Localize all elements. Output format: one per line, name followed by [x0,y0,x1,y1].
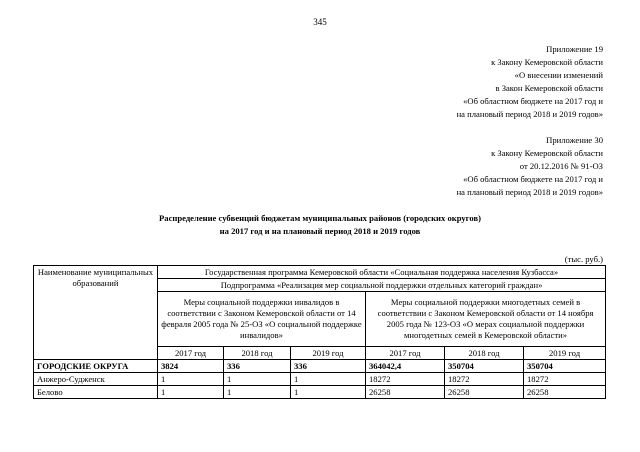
appendix-30-header [457,134,603,199]
appendix-30-line: «Об областном бюджете на 2017 год и [463,174,603,185]
column-header-name: Наименование муниципальных образований [34,266,158,360]
cell-value: 1 [291,373,366,386]
year-header: 2017 год [158,347,224,360]
measure-disabled-header: Меры социальной поддержки инвалидов в соответствии с Законом Кемеровской области от 14 февраля 2005 года № 25-ОЗ «О социальной поддержке инвалидов» [158,292,366,347]
cell-value: 1 [291,386,366,399]
row-name: Белово [34,386,158,399]
document-title [0,212,640,238]
appendix-30-line: Приложение 30 [546,135,603,145]
cell-value: 1 [158,386,224,399]
cell-value: 336 [224,360,291,373]
cell-value: 18272 [524,373,606,386]
year-header: 2019 год [291,347,366,360]
cell-value: 18272 [445,373,524,386]
table-row [34,373,606,386]
subsidy-table [33,265,606,399]
year-header: 2018 год [445,347,524,360]
program-header: Государственная программа Кемеровской области «Социальная поддержка населения Кузбасса» [158,266,606,279]
cell-value: 350704 [524,360,606,373]
year-header: 2018 год [224,347,291,360]
appendix-19-header [457,43,603,122]
appendix-19-line: в Закон Кемеровской области [495,83,603,94]
cell-value: 364042,4 [366,360,445,373]
appendix-19-line: к Закону Кемеровской области [491,57,603,68]
title-line-1: Распределение субвенций бюджетам муниципальных районов (городских округов) [159,213,481,223]
row-name: Анжеро-Судженск [34,373,158,386]
cell-value: 3824 [158,360,224,373]
year-header: 2019 год [524,347,606,360]
cell-value: 1 [158,373,224,386]
appendix-30-line: от 20.12.2016 № 91-ОЗ [519,161,603,172]
cell-value: 26258 [445,386,524,399]
year-header: 2017 год [366,347,445,360]
appendix-19-line: Приложение 19 [546,44,603,54]
cell-value: 350704 [445,360,524,373]
appendix-30-line: на плановый период 2018 и 2019 годов» [456,187,603,198]
title-line-2: на 2017 год и на плановый период 2018 и 2019 годов [219,226,421,236]
cell-value: 26258 [366,386,445,399]
cell-value: 26258 [524,386,606,399]
appendix-19-line: «Об областном бюджете на 2017 год и [463,96,603,107]
cell-value: 336 [291,360,366,373]
cell-value: 1 [224,386,291,399]
cell-value: 18272 [366,373,445,386]
page-number: 345 [313,17,327,27]
appendix-19-line: «О внесении изменений [514,70,603,81]
table-row [34,386,606,399]
appendix-19-line: на плановый период 2018 и 2019 годов» [456,109,603,120]
unit-label: (тыс. руб.) [564,254,603,264]
row-name: ГОРОДСКИЕ ОКРУГА [34,360,158,373]
cell-value: 1 [224,373,291,386]
subprogram-header: Подпрограмма «Реализация мер социальной поддержки отдельных категорий граждан» [158,279,606,292]
measure-large-families-header: Меры социальной поддержки многодетных семей в соответствии с Законом Кемеровской области от 14 ноября 2005 года № 123-ОЗ «О мерах социальной поддержки многодетных семей в Кемеровской области» [366,292,606,347]
table-row [34,360,606,373]
appendix-30-line: к Закону Кемеровской области [491,148,603,159]
